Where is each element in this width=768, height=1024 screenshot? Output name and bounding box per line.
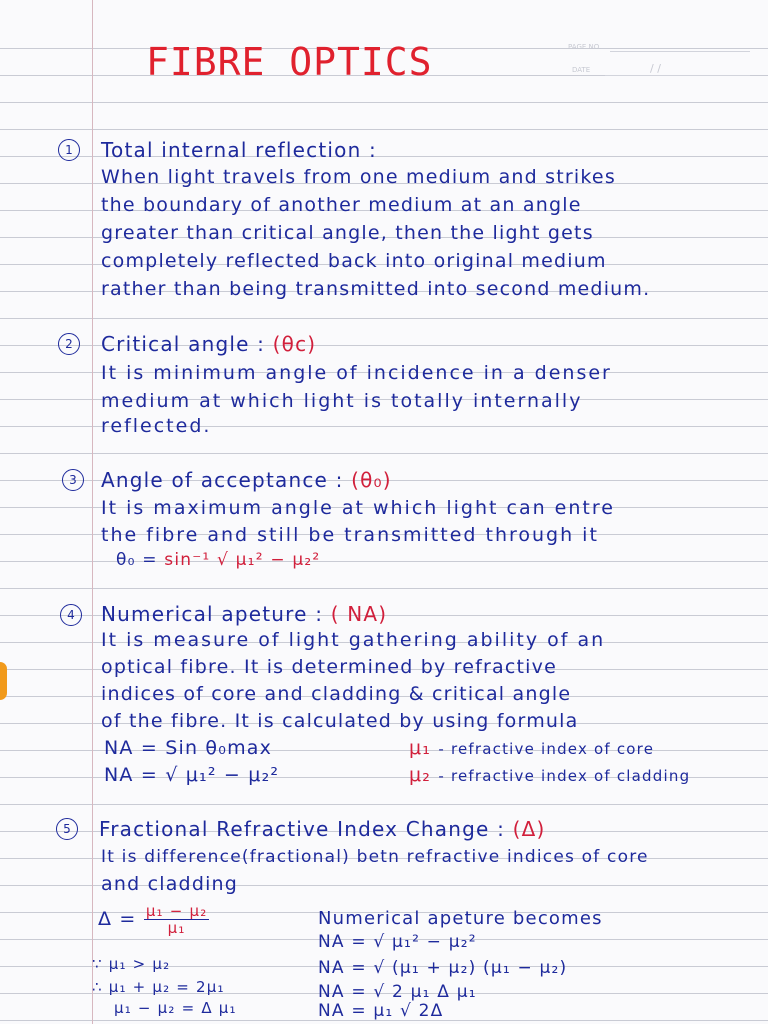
text-line: indices of core and cladding & critical angle [101,683,572,705]
heading-text: Critical angle : [101,332,266,356]
text-line: It is minimum angle of incidence in a denser [101,362,612,384]
heading-symbol: ( NA) [330,602,388,626]
section-heading-total-internal-reflection: Total internal reflection : [101,138,377,162]
margin-line [92,0,93,1024]
text-line: It is measure of light gathering ability of an [101,629,606,651]
page-stamp [550,40,760,82]
core-definition: - refractive index of core [438,740,655,758]
section-heading-numerical-aperture [101,602,387,626]
na-equation: NA = √ μ₁² − μ₂² [318,932,477,952]
text-line: It is maximum angle at which light can entre [101,497,615,519]
delta-lhs: Δ = [98,908,137,930]
text-line: of the fibre. It is calculated by using formula [101,710,579,732]
section-number-4: 4 [60,604,82,626]
left-equation: ∴ μ₁ + μ₂ = 2μ₁ [92,978,225,996]
section-number-1: 1 [58,139,80,161]
formula-text: NA = √ μ₁² − μ₂² [104,764,280,786]
section-heading-critical-angle [101,332,316,356]
left-equation: ∵ μ₁ > μ₂ [92,955,171,973]
section-heading-angle-of-acceptance [101,468,392,492]
text-line: It is difference(fractional) betn refractive indices of core [101,847,649,867]
text-line: the boundary of another medium at an angle [101,194,582,216]
na-formula-1 [104,737,654,759]
text-line: and cladding [101,873,239,895]
heading-text: Angle of acceptance : [101,468,344,492]
symbol-cladding: μ₂ [409,764,432,786]
acceptance-formula [116,550,320,570]
heading-symbol: (θ₀) [351,468,392,492]
text-line: the fibre and still be transmitted through it [101,524,599,546]
left-equation: μ₁ − μ₂ = Δ μ₁ [114,999,237,1017]
na-equation: NA = √ (μ₁ + μ₂) (μ₁ − μ₂) [318,958,568,978]
section-number-2: 2 [58,333,80,355]
na-equation: NA = μ₁ √ 2Δ [318,1001,444,1021]
formula-text: NA = Sin θ₀max [104,737,273,759]
text-line: reflected. [101,415,212,437]
delta-definition [98,903,209,936]
date-label: DATE [572,66,591,74]
text-line: completely reflected back into original medium [101,250,607,272]
page-title: FIBRE OPTICS [146,40,433,84]
date-value: / / [650,62,661,75]
text-line: medium at which light is totally internally [101,390,583,412]
delta-denominator: μ₁ [167,919,186,937]
section-number-3: 3 [62,469,84,491]
na-equation: NA = √ 2 μ₁ Δ μ₁ [318,982,477,1002]
na-formula-2 [104,764,690,786]
section-number-5: 5 [56,818,78,840]
heading-symbol: (Δ) [512,817,546,841]
text-line: When light travels from one medium and strikes [101,166,616,188]
formula-lhs: θ₀ = [116,550,158,570]
heading-symbol: (θc) [272,332,317,356]
page-number-label: PAGE NO. [568,43,602,51]
heading-text: Fractional Refractive Index Change : [99,817,506,841]
formula-rhs: sin⁻¹ √ μ₁² − μ₂² [164,550,321,570]
cladding-definition: - refractive index of cladding [438,767,691,785]
delta-numerator: μ₁ − μ₂ [145,902,208,920]
orange-tab-marker [0,662,7,700]
section-heading-fractional-index-change [99,817,545,841]
delta-fraction [144,903,210,936]
text-line: optical fibre. It is determined by refractive [101,656,557,678]
text-line: greater than critical angle, then the light gets [101,222,594,244]
text-line: rather than being transmitted into second medium. [101,278,651,300]
na-becomes-text: Numerical apeture becomes [318,908,603,929]
symbol-core: μ₁ [409,737,432,759]
heading-text: Numerical apeture : [101,602,324,626]
